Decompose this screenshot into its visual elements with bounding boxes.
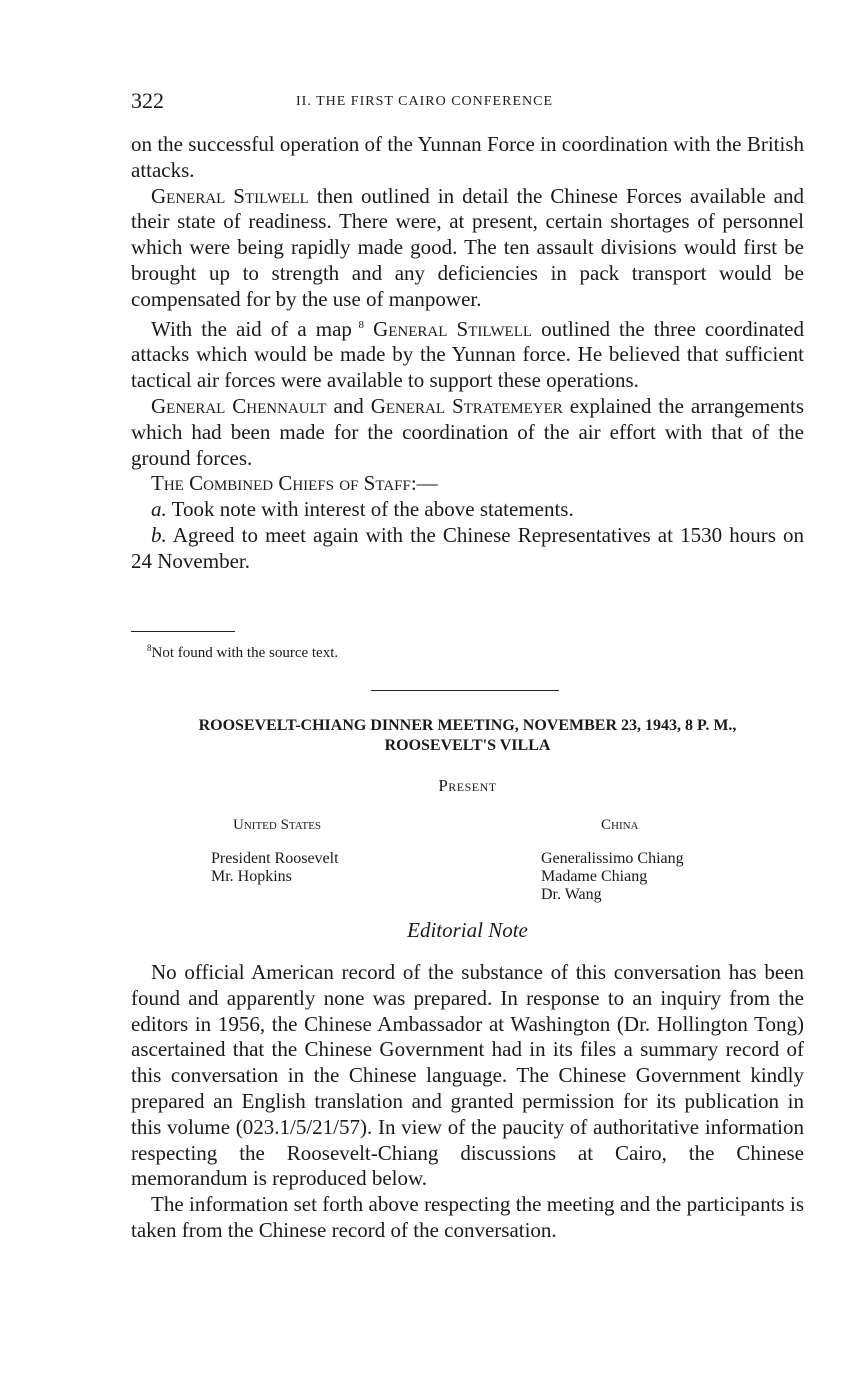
paragraph-3-text: outlined the three coordinated attacks which would be made by the Yunnan force. He believed that sufficient tactical air forces were available to support these operations. xyxy=(131,316,804,393)
editorial-note-body xyxy=(131,960,804,1244)
paragraph-5 xyxy=(131,471,804,497)
paragraph-4-and: and xyxy=(326,393,371,418)
us-heading: United States xyxy=(233,817,322,833)
body-text xyxy=(131,132,804,575)
paragraph-4 xyxy=(131,394,804,471)
name-chennault: General Chennault xyxy=(151,393,327,418)
meeting-title xyxy=(131,716,804,756)
participant: Dr. Wang xyxy=(541,886,602,903)
name-stilwell-2: General Stilwell xyxy=(373,316,533,341)
us-participants xyxy=(211,816,339,886)
editorial-paragraph-1: No official American record of the substance of this conversation has been found and apparently none was prepared. In response to an inquiry from the editors in 1956, the Chinese Ambassador at Washington (Dr. Hollington Tong) ascertained that the Chinese Government had in its files a summary record of this conversation in the Chinese language. The Chinese Government kindly prepared an English translation and granted permission for its publication in this volume (023.1/5/21/57). In view of the paucity of authoritative information respecting the Roosevelt-Chiang discussions at Cairo, the Chinese memorandum is reproduced below. xyxy=(131,960,804,1191)
list-item-b xyxy=(131,523,804,575)
ccs-heading-tail: :— xyxy=(410,471,438,496)
present-heading: Present xyxy=(438,776,497,795)
paragraph-1: on the successful operation of the Yunnan Force in coordination with the British attacks. xyxy=(131,132,804,182)
paragraph-2 xyxy=(131,184,804,313)
footnote-rule xyxy=(131,631,235,632)
editorial-note-heading: Editorial Note xyxy=(407,918,528,942)
ccs-heading: The Combined Chiefs of Staff xyxy=(151,471,411,496)
participant: Madame Chiang xyxy=(541,868,648,885)
participant: Generalissimo Chiang xyxy=(541,850,684,867)
meeting-title-line-1: ROOSEVELT-CHIANG DINNER MEETING, NOVEMBER 23, 1943, 8 P. M., xyxy=(198,717,737,734)
page-header xyxy=(131,88,804,114)
footnote-ref-number: 8 xyxy=(358,318,364,331)
participant: President Roosevelt xyxy=(211,850,339,867)
list-text-a: Took note with interest of the above statements. xyxy=(166,497,574,522)
meeting-title-line-2: ROOSEVELT'S VILLA xyxy=(384,737,551,754)
footnote xyxy=(147,643,338,662)
page-number: 322 xyxy=(131,88,164,113)
footnote-text: Not found with the source text. xyxy=(151,645,339,661)
list-item-a xyxy=(131,497,804,523)
footnote-ref xyxy=(352,319,364,331)
list-label-b: b. xyxy=(151,522,167,547)
participant: Mr. Hopkins xyxy=(211,868,292,885)
paragraph-4-text: explained the arrangements which had been made for the coordination of the air effort with that of the ground forces. xyxy=(131,393,804,470)
list-label-a: a. xyxy=(151,497,167,522)
name-stratemeyer: General Stratemeyer xyxy=(370,393,563,418)
list-text-b: Agreed to meet again with the Chinese Representatives at 1530 hours on 24 November. xyxy=(131,522,804,573)
paragraph-2-text: then outlined in detail the Chinese Forces available and their state of readiness. There were, at present, certain shortages of personnel which were being rapidly made good. The ten assault divisions would first be brought up to strength and any deficiencies in pack transport would be compensated for by the use of manpower. xyxy=(131,183,804,311)
name-stilwell: General Stilwell xyxy=(151,183,309,208)
editorial-paragraph-2: The information set forth above respecting the meeting and the participants is taken from the Chinese record of the conversation. xyxy=(131,1192,804,1242)
paragraph-3-lead: With the aid of a map xyxy=(151,316,352,341)
paragraph-3 xyxy=(131,313,804,394)
running-head: II. THE FIRST CAIRO CONFERENCE xyxy=(296,94,554,109)
china-participants xyxy=(541,816,684,904)
footnote-mark: 8 xyxy=(147,643,152,653)
section-divider xyxy=(371,690,559,691)
china-heading: China xyxy=(601,817,639,833)
